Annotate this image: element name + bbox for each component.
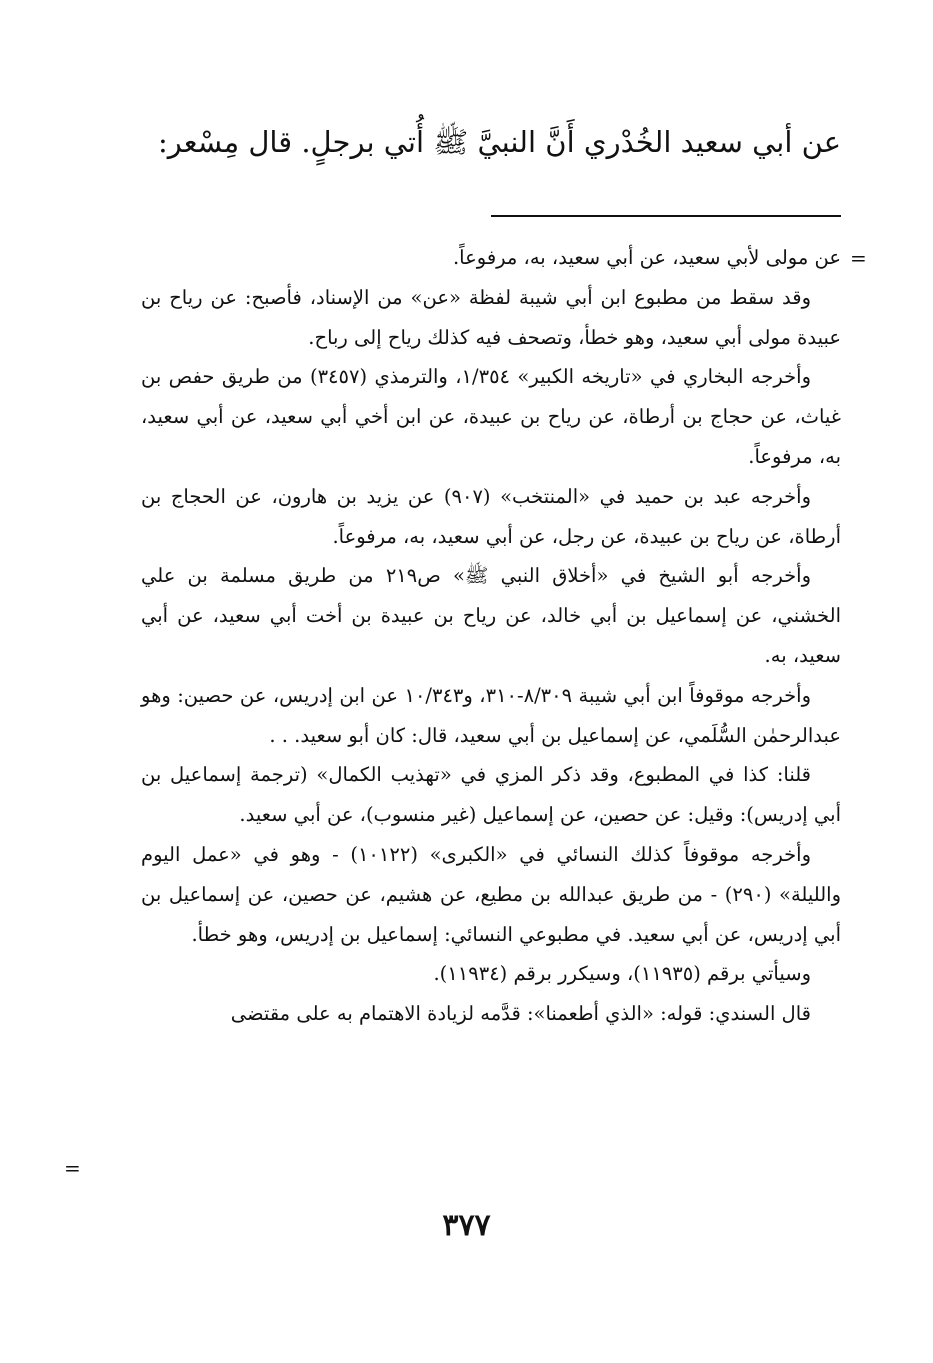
footnote-paragraph-10: قال السندي: قوله: «الذي أطعمنا»: قدَّمه لزيادة الاهتمام به على مقتضى xyxy=(230,1002,811,1026)
footnote-block xyxy=(141,238,841,1034)
footnote-separator xyxy=(491,215,841,217)
footnote-continuation-end-mark: = xyxy=(64,1156,81,1180)
footnote-paragraph-1: عن مولى لأبي سعيد، عن أبي سعيد، به، مرفوعاً. xyxy=(452,246,841,269)
footnote-paragraph-7: قلنا: كذا في المطبوع، وقد ذكر المزي في «تهذيب الكمال» (ترجمة إسماعيل بن أبي إدريس): وقيل: عن حصين، عن إسماعيل (غير منسوب)، عن أبي سعيد. xyxy=(141,763,841,827)
footnote-paragraph-6: وأخرجه موقوفاً ابن أبي شيبة ٨/٣٠٩-٣١٠، و١٠/٣٤٣ عن ابن إدريس، عن حصين: وهو عبدالرحمٰن السُّلَمي، عن إسماعيل بن أبي سعيد، قال: كان أبو سعيد. . . xyxy=(141,683,841,747)
footnote-paragraph-4: وأخرجه عبد بن حميد في «المنتخب» (٩٠٧) عن يزيد بن هارون، عن الحجاج بن أرطاة، عن رياح بن عبيدة، عن رجل، عن أبي سعيد، به، مرفوعاً. xyxy=(141,484,841,548)
footnote-paragraph-3: وأخرجه البخاري في «تاريخه الكبير» ١/٣٥٤، والترمذي (٣٤٥٧) من طريق حفص بن غياث، عن حجاج بن أرطاة، عن رياح بن عبيدة، عن ابن أخي أبي سعيد، عن أبي سعيد، به، مرفوعاً. xyxy=(141,365,841,468)
footnote-paragraph-2: وقد سقط من مطبوع ابن أبي شيبة لفظة «عن» من الإسناد، فأصبح: عن رياح بن عبيدة مولى أبي سعيد، وهو خطأ، وتصحف فيه كذلك رياح إلى رباح. xyxy=(141,285,841,349)
main-text-line: عن أبي سعيد الخُدْري أَنَّ النبيَّ ﷺ أُتي برجلٍ. قال مِسْعر: xyxy=(157,125,841,159)
footnote-paragraph-9: وسيأتي برقم (١١٩٣٥)، وسيكرر برقم (١١٩٣٤). xyxy=(433,962,811,986)
page-number: ٣٧٧ xyxy=(442,1208,491,1243)
footnote-continuation-start-mark: = xyxy=(850,246,867,270)
footnote-paragraph-8: وأخرجه موقوفاً كذلك النسائي في «الكبرى» (١٠١٢٢) - وهو في «عمل اليوم والليلة» (٢٩٠) - من طريق عبدالله بن مطيع، عن هشيم، عن حصين، عن إسماعيل بن أبي إدريس، عن أبي سعيد. في مطبوعي النسائي: إسماعيل بن إدريس، وهو خطأ. xyxy=(141,842,841,946)
footnote-paragraph-5: وأخرجه أبو الشيخ في «أخلاق النبي ﷺ» ص٢١٩ من طريق مسلمة بن علي الخشني، عن إسماعيل بن أبي خالد، عن رياح بن عبيدة بن أخت أبي سعيد، عن أبي سعيد، به. xyxy=(141,564,841,667)
